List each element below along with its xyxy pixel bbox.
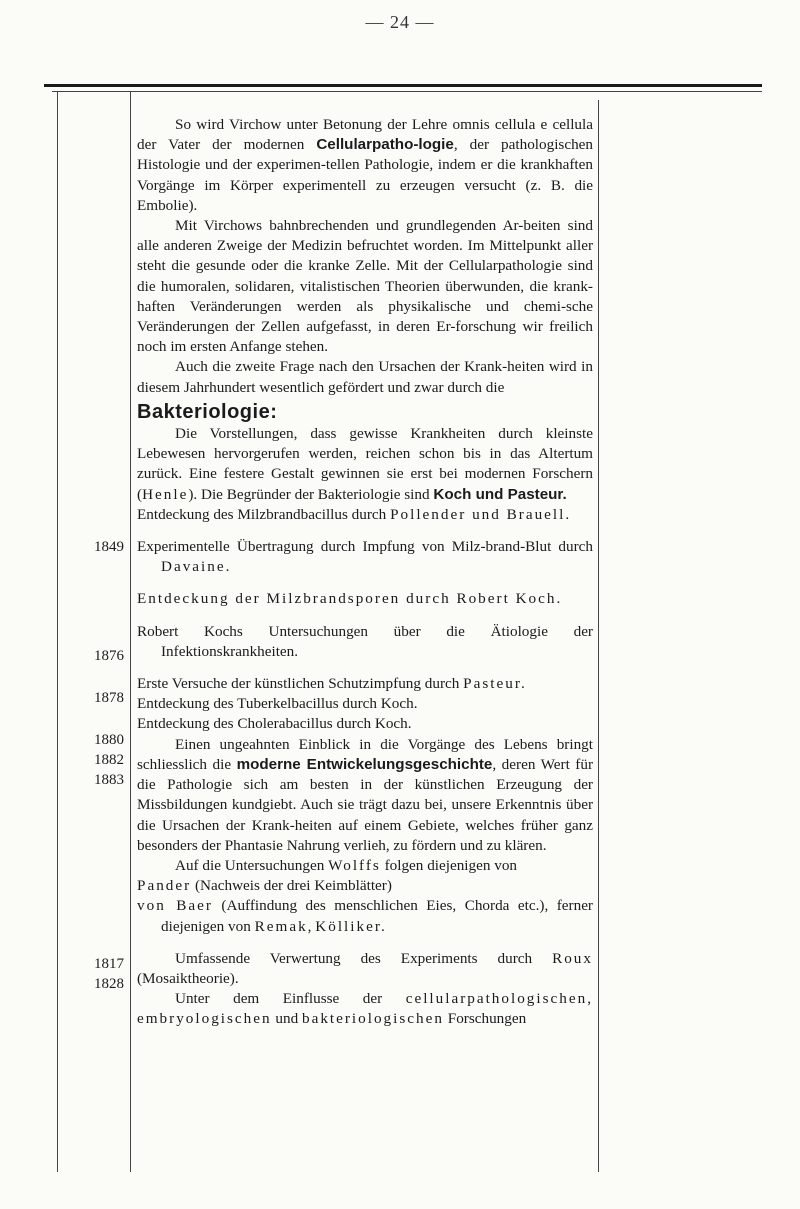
year-1828: 1828 bbox=[94, 976, 124, 992]
paragraph-influence: Unter dem Einflusse der cellularpathologischen, embryologischen und bakteriologischen Forschungen bbox=[137, 990, 593, 1028]
entry-1878: Robert Kochs Untersuchungen über die Ätiologie der Infektionskrankheiten. bbox=[137, 622, 593, 660]
entry-davaine: Experimentelle Übertragung durch Impfung von Milz-brand-Blut durch Davaine. bbox=[137, 538, 593, 576]
body-text bbox=[137, 115, 593, 1030]
top-rule bbox=[44, 84, 762, 87]
entry-1880: Erste Versuche der künstlichen Schutzimpfung durch Pasteur. bbox=[137, 675, 527, 693]
year-1880: 1880 bbox=[94, 732, 124, 748]
year-1849: 1849 bbox=[94, 539, 124, 555]
entry-1882: Entdeckung des Tuberkelbacillus durch Koch. bbox=[137, 695, 418, 713]
paragraph-development: Einen ungeahnten Einblick in die Vorgänge des Lebens bringt schliesslich die moderne Entwickelungsgeschichte, deren Wert für die Pathologie sich am besten in der künstlichen Erzeugung der Missbildungen kundgiebt. Auch sie trägt dazu bei, unsere Erkenntnis über die Ursachen der Krank-heiten auf einem Gebiete, welches früher ganz besonders der Phantasie Nahrung verlieh, zu fördern und zu klären. bbox=[137, 735, 594, 854]
entry-1876: Entdeckung der Milzbrandsporen durch Robert Koch. bbox=[137, 590, 563, 608]
year-1883: 1883 bbox=[94, 772, 124, 788]
year-1882: 1882 bbox=[94, 752, 124, 768]
right-rule bbox=[598, 100, 599, 1172]
paragraph-causes: Auch die zweite Frage nach den Ursachen der Krank-heiten wird in diesem Jahrhundert wesentlich gefördert und zwar durch die bbox=[137, 358, 593, 396]
paragraph-wolff: Auf die Untersuchungen Wolffs folgen diejenigen von bbox=[175, 856, 518, 874]
entry-1828: von Baer (Auffindung des menschlichen Eies, Chorda etc.), ferner diejenigen von Remak, Kölliker. bbox=[137, 897, 593, 935]
entry-1883: Entdeckung des Cholerabacillus durch Koch. bbox=[137, 715, 412, 733]
paragraph-roux: Umfassende Verwertung des Experiments durch Roux (Mosaiktheorie). bbox=[137, 949, 593, 987]
year-1876: 1876 bbox=[94, 648, 124, 664]
year-column-rule bbox=[130, 92, 131, 1172]
section-heading-bakteriologie: Bakteriologie: bbox=[137, 400, 278, 423]
left-rule bbox=[57, 92, 58, 1172]
paragraph-bacteriology: Die Vorstellungen, dass gewisse Krankheiten durch kleinste Lebewesen hervorgerufen werden, reichen schon bis in das Altertum zurück. Eine festere Gestalt gewinnen sie erst bei modernen Forschern (Henle). Die Begründer der Bakteriologie sind Koch und Pasteur. bbox=[137, 425, 593, 503]
founders: Koch und Pasteur. bbox=[433, 485, 567, 503]
entry-1849: Entdeckung des Milzbrandbacillus durch Pollender und Brauell. bbox=[137, 505, 572, 523]
term-cellularpathologie: Cellularpatho-logie bbox=[316, 136, 454, 154]
page-number: — 24 — bbox=[365, 12, 435, 32]
year-1878: 1878 bbox=[94, 690, 124, 706]
entry-1817: Pander (Nachweis der drei Keimblätter) bbox=[137, 877, 392, 895]
paragraph-virchow: So wird Virchow unter Betonung der Lehre omnis cellula e cellula der Vater der modernen Cellularpatho-logie, der pathologischen Histologie und der experimen-tellen Pathologie, indem er die krankhaften Vorgänge im Körper experimentell zu erzeugen versucht (z. B. die Embolie). bbox=[137, 116, 594, 214]
paragraph-virchow-work: Mit Virchows bahnbrechenden und grundlegenden Ar-beiten sind alle anderen Zweige der Medizin befruchtet worden. Im Mittelpunkt aller steht die gesunde oder die kranke Zelle. Mit der Cellularpathologie sind die humoralen, solidaren, vitalistischen Theorien überwunden, die krank-haften Veränderungen werden als physikalische und chemi-sche Veränderungen der Zellen aufgefasst, in deren Er-forschung wir freilich noch im ersten Anfange stehen. bbox=[137, 217, 593, 356]
term-entwickelungsgeschichte: moderne Entwickelungsgeschichte bbox=[236, 755, 493, 773]
top-rule-thin bbox=[52, 91, 762, 92]
year-1817: 1817 bbox=[94, 956, 124, 972]
